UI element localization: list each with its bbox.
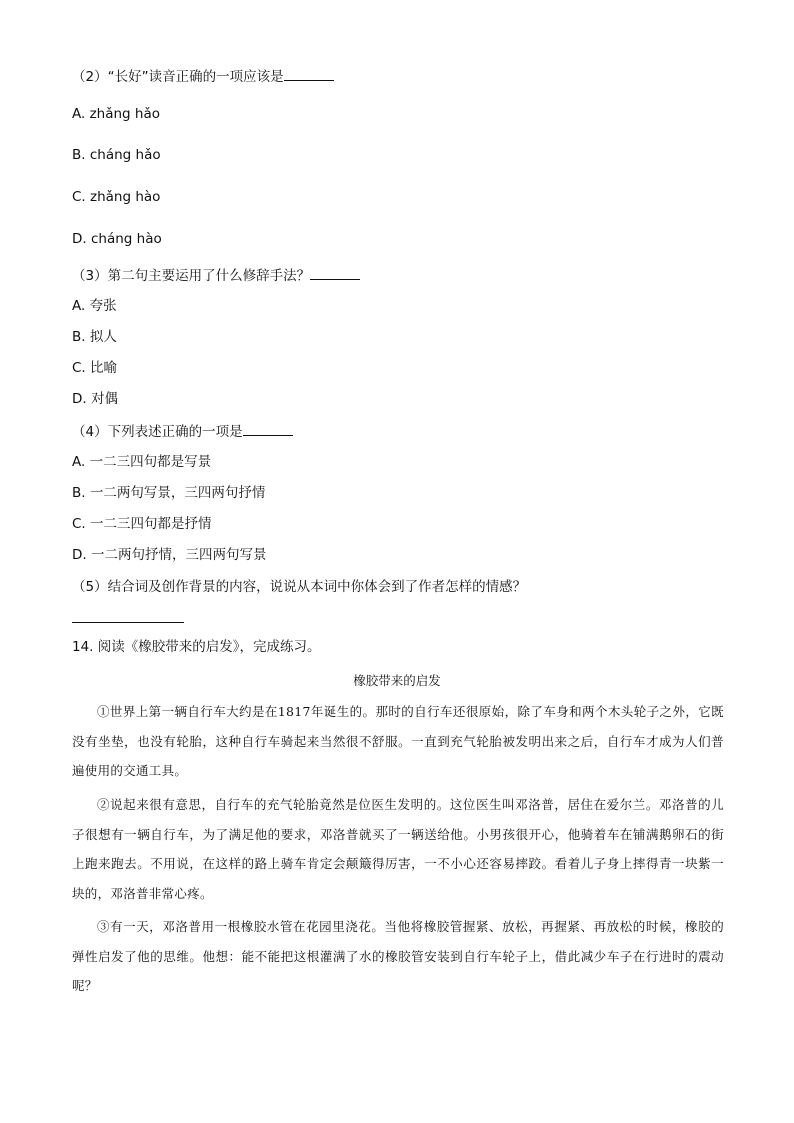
answer-line: [72, 622, 184, 623]
option-b: B. 一二两句写景，三四两句抒情: [72, 485, 266, 501]
question-5-stem: （5）结合词及创作背景的内容，说说从本词中你体会到了作者怎样的情感？: [72, 579, 527, 595]
question-4-stem: （4）下列表述正确的一项是: [72, 422, 293, 441]
answer-blank: [243, 422, 293, 436]
option-d: D. 一二两句抒情，三四两句写景: [72, 547, 267, 563]
option-b: B. cháng hǎo: [72, 147, 161, 163]
passage-title: 橡胶带来的启发: [353, 673, 441, 688]
answer-blank: [310, 266, 360, 280]
option-c: C. 一二三四句都是抒情: [72, 516, 212, 532]
option-a: A. 夸张: [72, 298, 117, 314]
passage-paragraph: ①世界上第一辆自行车大约是在1817年诞生的。那时的自行车还很原始，除了车身和两个木头轮子之外，它既没有坐垫，也没有轮胎，这种自行车骑起来当然很不舒服。一直到充气轮胎被发明出来之后，自行车才成为人们普遍使用的交通工具。: [72, 704, 724, 778]
answer-blank: [284, 67, 334, 81]
option-c: C. zhǎng hào: [72, 189, 161, 205]
option-c: C. 比喻: [72, 360, 118, 376]
question-14-stem: 14. 阅读《橡胶带来的启发》，完成练习。: [72, 639, 321, 655]
option-b: B. 拟人: [72, 329, 117, 345]
option-a: A. zhǎng hǎo: [72, 106, 161, 122]
question-3-stem: （3）第二句主要运用了什么修辞手法？: [72, 266, 360, 285]
option-d: D. 对偶: [72, 391, 118, 407]
option-a: A. 一二三四句都是写景: [72, 454, 212, 470]
passage-paragraph: ③有一天，邓洛普用一根橡胶水管在花园里浇花。当他将橡胶管握紧、放松，再握紧、再放松的时候，橡胶的弹性启发了他的思维。他想：能不能把这根灌满了水的橡胶管安装到自行车轮子上，借此减少车子在行进时的震动呢？: [72, 919, 724, 993]
option-d: D. cháng hào: [72, 231, 162, 247]
question-2-stem: （2）“长好”读音正确的一项应该是: [72, 67, 334, 86]
passage-paragraph: ②说起来很有意思，自行车的充气轮胎竟然是位医生发明的。这位医生叫邓洛普，居住在爱尔兰。邓洛普的儿子很想有一辆自行车，为了满足他的要求，邓洛普就买了一辆送给他。小男孩很开心，他骑着车在铺满鹅卵石的街上跑来跑去。不用说，在这样的路上骑车肯定会颠簸得厉害，一不小心还容易摔跤。看着儿子身上摔得青一块紫一块的，邓洛普非常心疼。: [72, 797, 724, 901]
